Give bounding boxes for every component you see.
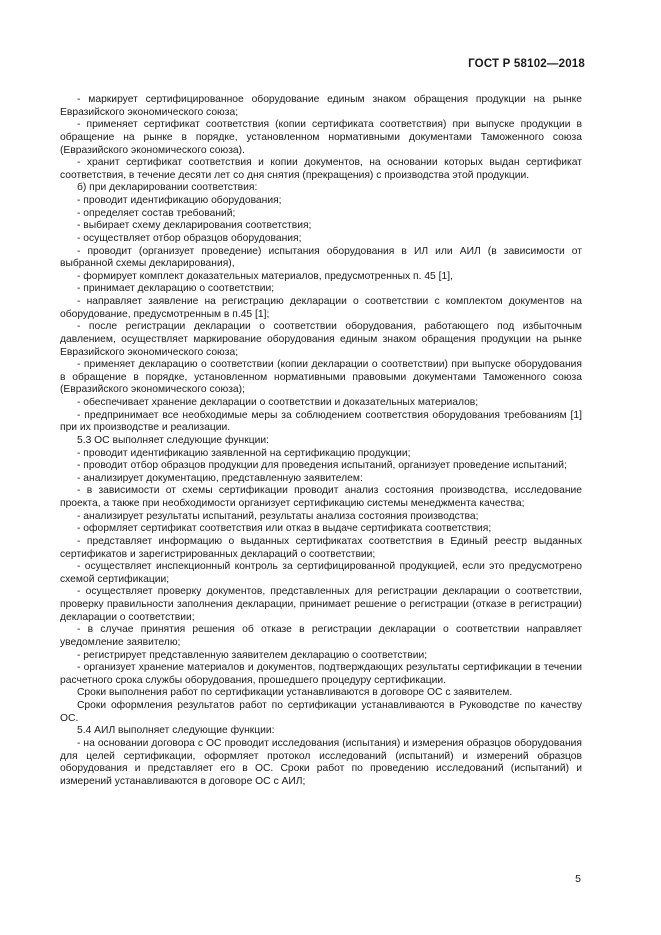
paragraph: - предпринимает все необходимые меры за соблюдением соответствия оборудования требованиям [1] при их производстве и реализации. (60, 409, 582, 434)
paragraph: - проводит идентификацию оборудования; (77, 195, 282, 206)
paragraph: Сроки выполнения работ по сертификации устанавливаются в договоре ОС с заявителем. (77, 687, 513, 699)
paragraph: - в случае принятия решения об отказе в регистрации декларации о соответствии направляет уведомление заявителю; (60, 624, 582, 648)
paragraph: - выбирает схему декларирования соответствия; (77, 220, 312, 232)
paragraph: - принимает декларацию о соответствии; (77, 283, 275, 295)
paragraph: - осуществляет отбор образцов оборудования; (77, 232, 302, 244)
paragraph: - маркирует сертифицированное оборудование единым знаком обращения продукции на рынке Евразийского экономического союза; (60, 94, 582, 118)
paragraph: 5.3 ОС выполняет следующие функции: (77, 434, 269, 446)
paragraph: - анализирует документацию, представленную заявителем: (77, 472, 363, 484)
paragraph: б) при декларировании соответствия: (77, 182, 258, 194)
paragraph: - осуществляет проверку документов, представленных для регистрации декларации о соответствии, проверку правильности заполнения декларации, принимает решение о регистрации (отказе в регистрации) декларации о соответствии; (60, 586, 582, 623)
paragraph: - анализирует результаты испытаний, результаты анализа состояния производства; (77, 510, 479, 522)
document-header: ГОСТ Р 58102—2018 (468, 58, 585, 70)
paragraph: - применяет декларацию о соответствии (копии декларации о соответствии) при выпуске оборудования в обращение в порядке, установленном нормативными правовыми документами Таможенного союза (Евразийского экономического союза); (60, 359, 582, 396)
paragraph: - оформляет сертификат соответствия или отказ в выдаче сертификата соответствия; (77, 523, 492, 535)
paragraph: - проводит (организует проведение) испытания оборудования в ИЛ или АИЛ (в зависимости от выбранной схемы декларирования), (60, 245, 582, 270)
paragraph: - применяет сертификат соответствия (копии сертификата соответствия) при выпуске продукции в обращение на рынке в порядке, установленном нормативными документами Таможенного союза (Евразийского экономического союза). (60, 119, 582, 156)
paragraph: - организует хранение материалов и документов, подтверждающих результаты сертификации в течении расчетного срока службы оборудования, прошедшего процедуру сертификации. (60, 662, 582, 686)
paragraph: - проводит идентификацию заявленной на сертификацию продукции; (77, 447, 411, 459)
paragraph: - осуществляет инспекционный контроль за сертифицированной продукцией, если это предусмотрено схемой сертификации; (60, 561, 582, 585)
paragraph: - хранит сертификат соответствия и копии документов, на основании которых выдан сертификат соответствия, в течение десяти лет со дня снятия (прекращения) с производства этой продукции. (60, 157, 582, 181)
paragraph: - на основании договора с ОС проводит исследования (испытания) и измерения образцов оборудования для целей сертификации, оформляет протокол исследований (испытаний) и измерений образцов оборудования и представляет его в ОС. Сроки работ по проведению исследований (испытаний) и измерений устанавливаются в договоре ОС с АИЛ; (60, 737, 582, 787)
paragraph: - направляет заявление на регистрацию декларации о соответствии с комплектом документов на оборудование, предусмотренным в п.45 [1]; (60, 296, 582, 320)
paragraph: - в зависимости от схемы сертификации проводит анализ состояния производства, исследование проекта, а также при необходимости организует сертификацию системы менеджмента качества; (60, 485, 582, 509)
page-number: 5 (575, 873, 581, 885)
paragraph: - регистрирует представленную заявителем декларацию о соответствии; (77, 649, 428, 661)
paragraph: - определяет состав требований; (77, 207, 236, 219)
paragraph: - после регистрации декларации о соответствии оборудования, работающего под избыточным давлением, осуществляет маркирование оборудования единым знаком обращения продукции на рынке Евразийского экономического союза; (60, 321, 582, 358)
document-body (60, 94, 582, 788)
paragraph: Сроки оформления результатов работ по сертификации устанавливаются в Руководстве по качеству ОС. (60, 700, 582, 724)
paragraph: 5.4 АИЛ выполняет следующие функции: (77, 725, 275, 737)
paragraph: - обеспечивает хранение декларации о соответствии и доказательных материалов; (77, 397, 479, 408)
paragraph: - формирует комплект доказательных материалов, предусмотренных п. 45 [1], (77, 270, 453, 282)
paragraph: - представляет информацию о выданных сертификатах соответствия в Единый реестр выданных сертификатов и зарегистрированных деклараций о соответствии; (60, 535, 582, 560)
paragraph: - проводит отбор образцов продукции для проведения испытаний, организует проведение испытаний; (77, 460, 567, 472)
